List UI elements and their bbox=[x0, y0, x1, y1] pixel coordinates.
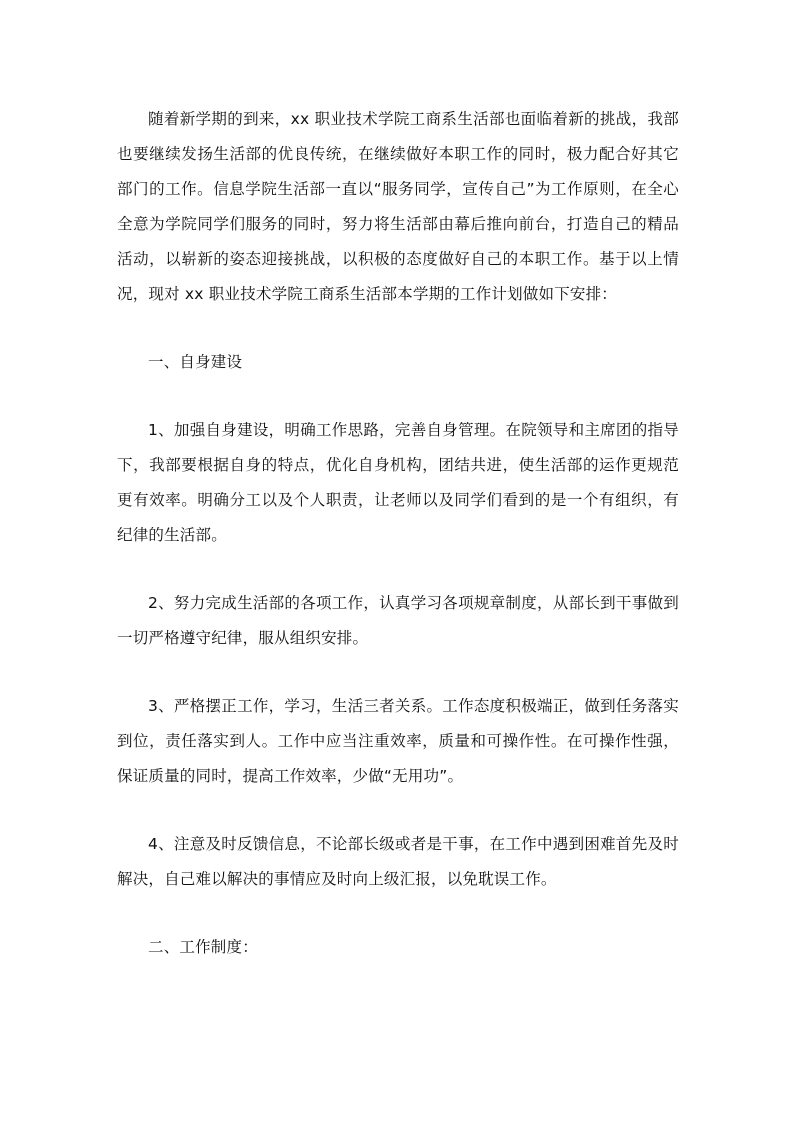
paragraph-item-2: 2、努力完成生活部的各项工作，认真学习各项规章制度，从部长到干事做到一切严格遵守纪律，服从组织安排。 bbox=[117, 594, 679, 647]
document-body bbox=[117, 102, 679, 965]
paragraph-item-4: 4、注意及时反馈信息，不论部长级或者是干事，在工作中遇到困难首先及时解决，自己难以解决的事情应及时向上级汇报，以免耽误工作。 bbox=[117, 835, 679, 888]
heading-self-construction: 一、自身建设 bbox=[148, 353, 243, 371]
paragraph-item-1: 1、加强自身建设，明确工作思路，完善自身管理。在院领导和主席团的指导下，我部要根据自身的特点，优化自身机构，团结共进，使生活部的运作更规范更有效率。明确分工以及个人职责，让老师以及同学们看到的是一个有组织，有纪律的生活部。 bbox=[117, 421, 679, 544]
heading-work-system: 二、工作制度： bbox=[148, 938, 258, 956]
paragraph-intro: 随着新学期的到来，xx 职业技术学院工商系生活部也面临着新的挑战，我部也要继续发扬生活部的优良传统，在继续做好本职工作的同时，极力配合好其它部门的工作。信息学院生活部一直以“服务同学，宣传自己”为工作原则，在全心全意为学院同学们服务的同时，努力将生活部由幕后推向前台，打造自己的精品活动，以崭新的姿态迎接挑战，以积极的态度做好自己的本职工作。基于以上情况，现对 xx 职业技术学院工商系生活部本学期的工作计划做如下安排： bbox=[117, 110, 679, 303]
paragraph-item-3: 3、严格摆正工作，学习，生活三者关系。工作态度积极端正，做到任务落实到位，责任落实到人。工作中应当注重效率，质量和可操作性。在可操作性强，保证质量的同时，提高工作效率，少做“无用功”。 bbox=[117, 697, 679, 785]
